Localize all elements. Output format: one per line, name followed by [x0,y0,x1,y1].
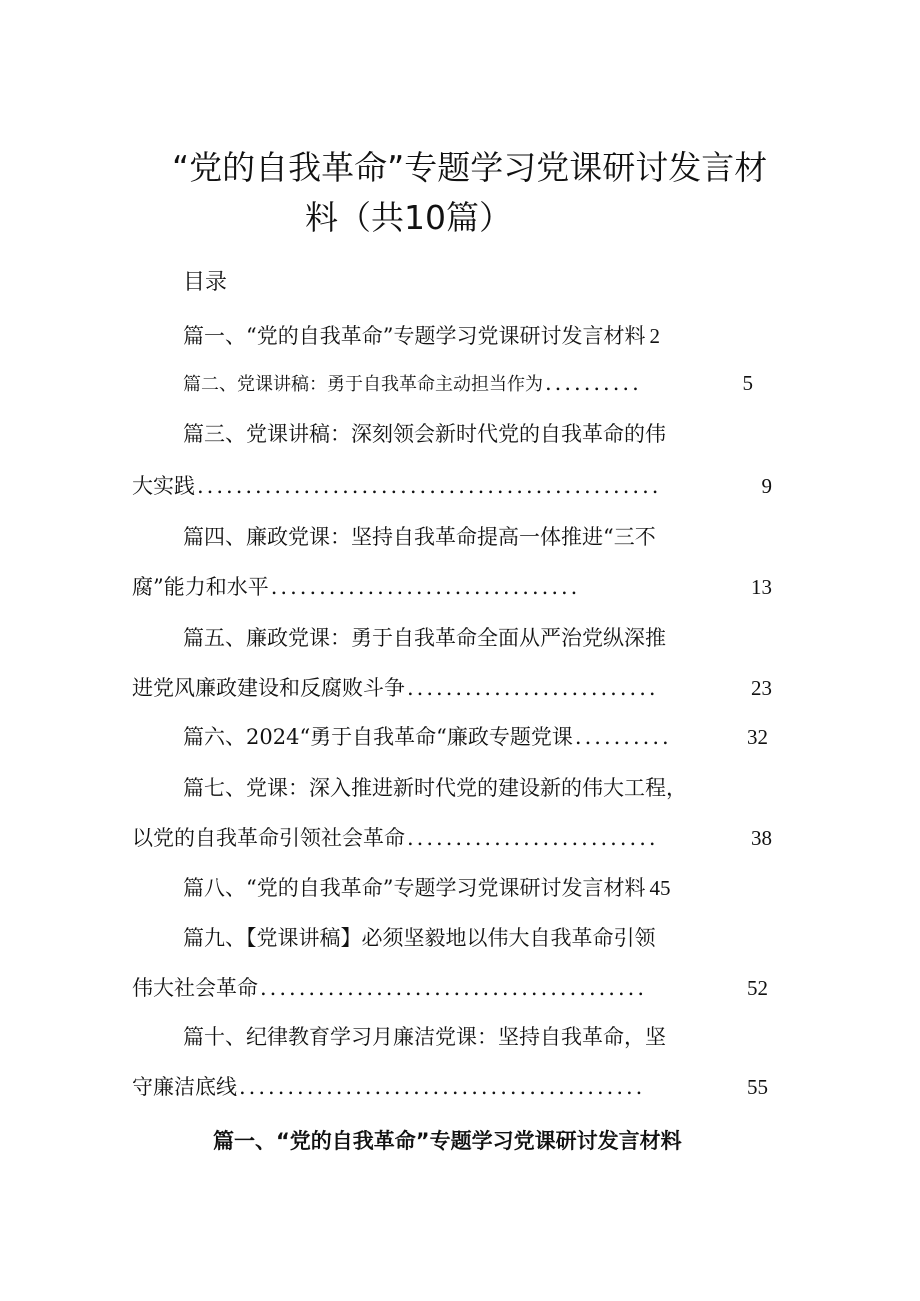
toc-entry-7-title: 篇七、党课：深入推进新时代党的建设新的伟大工程， [183,776,687,800]
toc-entry-8-page: 45 [649,876,671,900]
toc-entry-4-line-2[interactable] [132,571,772,601]
toc-entry-7-page: 38 [751,826,772,850]
toc-entry-5-title-cont: 进党风廉政建设和反腐败斗争 [132,676,405,700]
document-title-line-1: “党的自我革命”专题学习党课研讨发言材 [172,148,768,187]
toc-entry-9-line-1[interactable] [183,922,743,952]
toc-entry-4-leader: ................................ [270,575,581,599]
toc-entry-3-leader: ................................................ [197,474,662,498]
toc-entry-9-page: 52 [747,976,768,1000]
toc-entry-7-line-2[interactable] [132,822,772,852]
toc-entry-1[interactable] [183,320,743,350]
toc-entry-2-title: 篇二、党课讲稿：勇于自我革命主动担当作为 [183,374,543,395]
toc-entry-3-title: 篇三、党课讲稿：深刻领会新时代党的自我革命的伟 [183,422,666,446]
toc-entry-3-line-1[interactable] [183,418,743,448]
toc-entry-5-leader: .......................... [407,676,659,700]
toc-entry-1-title: 篇一、“党的自我革命”专题学习党课研讨发言材料 [183,324,646,348]
toc-entry-6-leader: .......... [574,725,672,749]
toc-entry-9-title-cont: 伟大社会革命 [132,976,258,1000]
toc-entry-4-page: 13 [751,575,772,599]
toc-entry-6-page: 32 [747,725,768,749]
toc-entry-2-leader: .......... [545,371,642,395]
toc-entry-7-line-1[interactable] [183,772,743,802]
toc-entry-6[interactable] [183,721,768,751]
toc-entry-9-title: 篇九、【党课讲稿】必须坚毅地以伟大自我革命引领 [183,926,656,950]
toc-entry-10-leader: .......................................... [239,1075,646,1099]
toc-entry-2-page: 5 [742,371,753,395]
toc-entry-10-title-cont: 守廉洁底线 [132,1075,237,1099]
toc-entry-3-page: 9 [761,474,772,498]
toc-entry-10-line-1[interactable] [183,1021,743,1051]
toc-entry-5-title: 篇五、廉政党课：勇于自我革命全面从严治党纵深推 [183,626,666,650]
toc-entry-5-line-2[interactable] [132,672,772,702]
toc-entry-3-line-2[interactable] [132,470,772,500]
toc-entry-10-line-2[interactable] [132,1071,768,1101]
toc-entry-6-title: 篇六、2024“勇于自我革命“廉政专题党课 [183,725,573,749]
toc-entry-1-page: 2 [649,324,660,348]
toc-entry-9-leader: ........................................ [260,976,648,1000]
toc-entry-5-line-1[interactable] [183,622,743,652]
toc-entry-3-title-cont: 大实践 [132,474,195,498]
document-title-line-2: 料（共10篇） [305,198,512,237]
toc-entry-7-title-cont: 以党的自我革命引领社会革命 [132,826,405,850]
toc-entry-4-title: 篇四、廉政党课：坚持自我革命提高一体推进“三不 [183,525,656,549]
toc-entry-4-title-cont: 腐”能力和水平 [132,575,269,599]
section-heading: 篇一、“党的自我革命”专题学习党课研讨发言材料 [213,1129,682,1153]
toc-entry-10-page: 55 [747,1075,768,1099]
toc-heading: 目录 [183,270,228,295]
toc-entry-9-line-2[interactable] [132,972,768,1002]
toc-entry-5-page: 23 [751,676,772,700]
toc-entry-7-leader: .......................... [407,826,659,850]
toc-entry-8[interactable] [183,872,753,902]
toc-entry-4-line-1[interactable] [183,521,743,551]
toc-entry-2[interactable] [183,370,753,396]
toc-entry-10-title: 篇十、纪律教育学习月廉洁党课：坚持自我革命，坚 [183,1025,666,1049]
toc-entry-8-title: 篇八、“党的自我革命”专题学习党课研讨发言材料 [183,876,646,900]
